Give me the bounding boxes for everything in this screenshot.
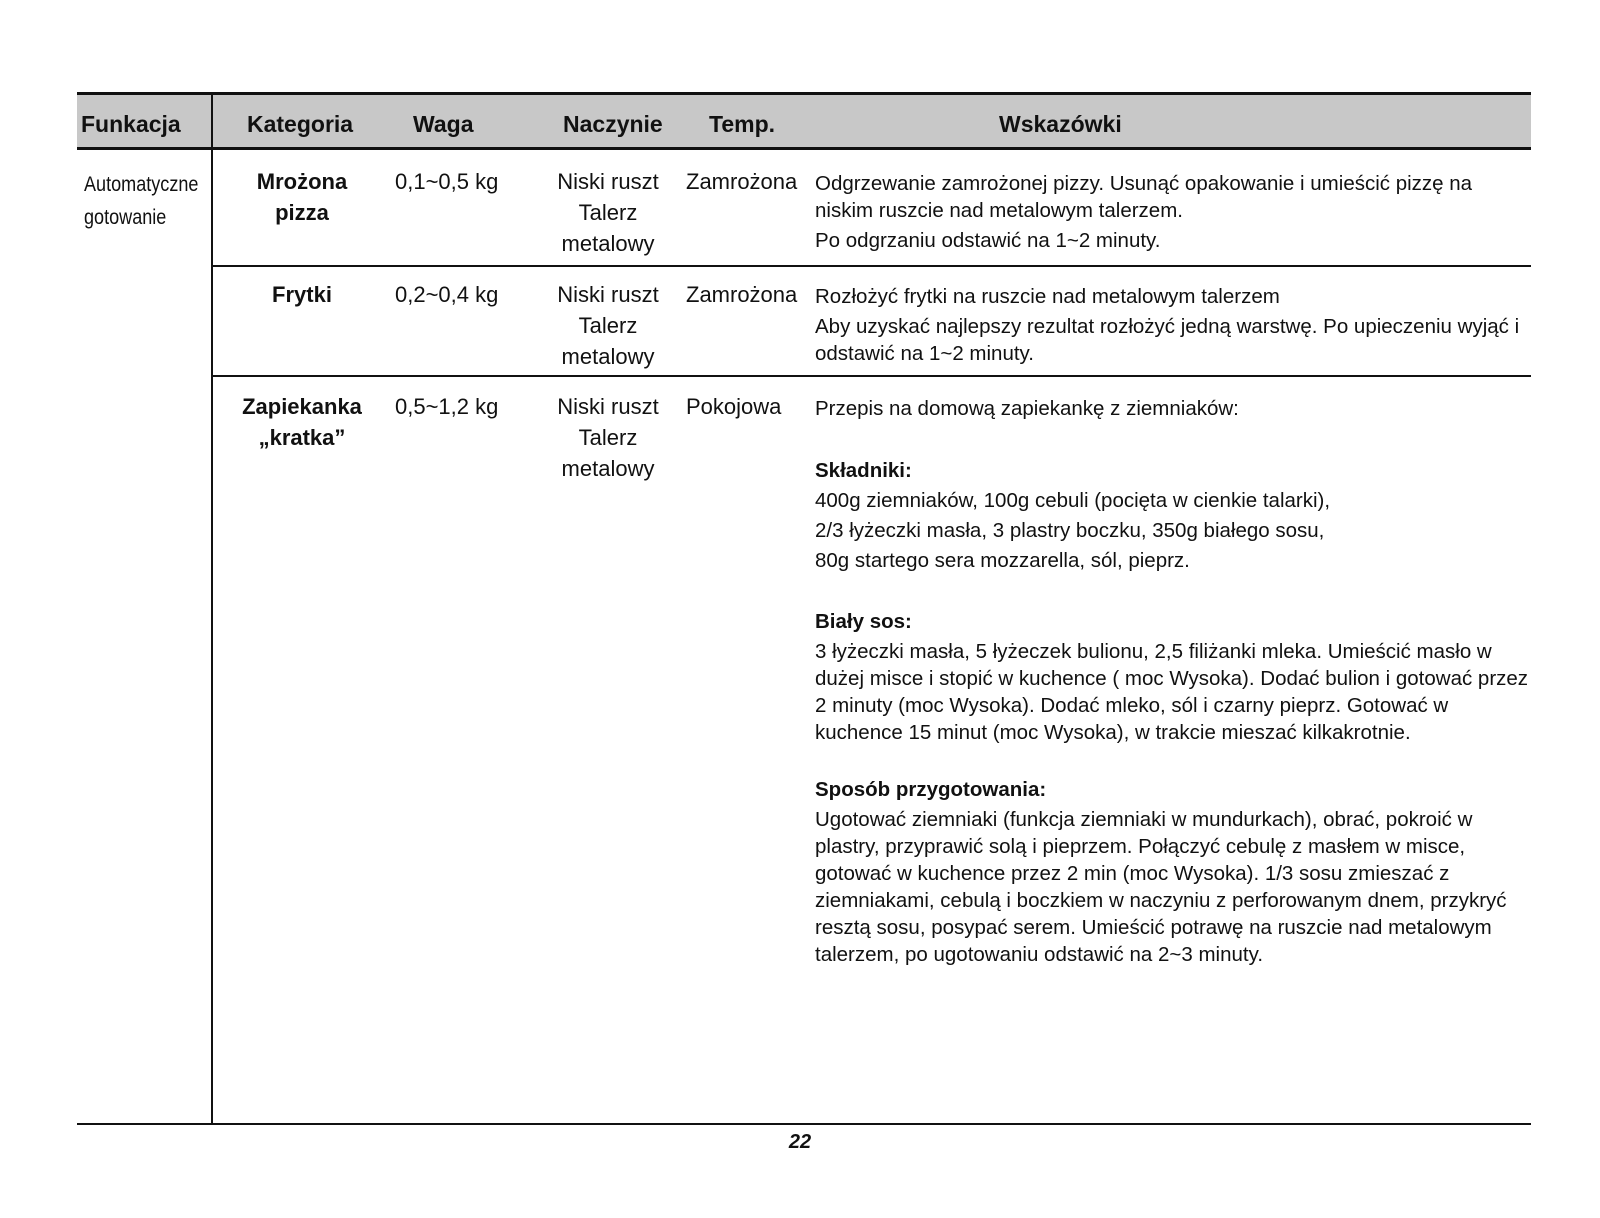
row1-tips	[815, 170, 1535, 254]
row1-weight: 0,1~0,5 kg	[395, 169, 499, 194]
row2-dish-line-2: Talerz	[578, 313, 638, 338]
row3-category	[212, 391, 392, 453]
header-kategoria: Kategoria	[247, 111, 354, 137]
row3-tips	[815, 395, 1535, 968]
page-number: 22	[788, 1131, 812, 1153]
row3-dish	[533, 391, 683, 484]
sauce-heading: Biały sos:	[815, 610, 912, 633]
row-divider-2	[213, 375, 1531, 377]
header-wskazowki: Wskazówki	[999, 111, 1122, 137]
header-funkcja: Funkacja	[81, 111, 181, 137]
ingredients-line-1: 400g ziemniaków, 100g cebuli (pocięta w cienkie talarki),	[815, 489, 1331, 512]
row3-category-line-2: „kratka”	[258, 425, 346, 450]
row2-category	[212, 279, 392, 310]
table-header	[77, 92, 1531, 150]
row3-dish-line-2: Talerz	[578, 425, 638, 450]
row1-category-line-2: pizza	[275, 200, 329, 225]
row2-dish	[533, 279, 683, 372]
table-bottom-rule	[77, 1123, 1531, 1125]
row1-temp: Zamrożona	[686, 169, 798, 194]
sauce-text: 3 łyżeczki masła, 5 łyżeczek bulionu, 2,5 filiżanki mleka. Umieścić masło w dużej misce i stopić w kuchence ( moc Wysoka). Dodać bulion i gotować przez 2 minuty (moc Wysoka). Dodać mleko, sól i czarny pieprz. Gotować w kuchence 15 minut (moc Wysoka), w trakcie mieszać kilkakrotnie.	[815, 640, 1529, 744]
row2-tip-2: Aby uzyskać najlepszy rezultat rozłożyć jedną warstwę. Po upieczeniu wyjąć i odstawić na 1~2 minuty.	[815, 315, 1520, 365]
row2-temp: Zamrożona	[686, 282, 798, 307]
row1-dish-line-3: metalowy	[561, 231, 655, 256]
row1-tip-2: Po odgrzaniu odstawić na 1~2 minuty.	[815, 229, 1161, 252]
row2-category-line-1: Frytki	[272, 282, 332, 307]
row1-dish	[533, 166, 683, 259]
row1-dish-line-2: Talerz	[578, 200, 638, 225]
row2-tips	[815, 283, 1535, 367]
row1-category-line-1: Mrożona	[256, 169, 348, 194]
row2-dish-line-3: metalowy	[561, 344, 655, 369]
row-divider-1	[213, 265, 1531, 267]
row3-category-line-1: Zapiekanka	[242, 394, 362, 419]
function-line-2: gotowanie	[84, 206, 167, 229]
header-temp: Temp.	[709, 111, 776, 137]
row1-dish-line-1: Niski ruszt	[557, 169, 659, 194]
row3-temp: Pokojowa	[686, 394, 782, 419]
column-divider	[211, 92, 213, 1123]
row3-dish-line-3: metalowy	[561, 456, 655, 481]
row3-dish-line-1: Niski ruszt	[557, 394, 659, 419]
method-heading: Sposób przygotowania:	[815, 778, 1047, 801]
method-text: Ugotować ziemniaki (funkcja ziemniaki w mundurkach), obrać, pokroić w plastry, przyprawić solą i pieprzem. Połączyć cebulę z masłem w misce, gotować w kuchence przez 2 min (moc Wysoka). 1/3 sosu zmieszać z ziemniakami, cebulą i boczkiem w naczyniu z perforowanym dnem, przykryć resztą sosu, posypać serem. Umieścić potrawę na ruszcie nad metalowym talerzem, po ugotowaniu odstawić na 2~3 minuty.	[815, 808, 1507, 966]
header-naczynie: Naczynie	[563, 111, 663, 137]
row2-dish-line-1: Niski ruszt	[557, 282, 659, 307]
row2-weight: 0,2~0,4 kg	[395, 282, 499, 307]
function-line-1: Automatyczne	[84, 173, 199, 196]
recipe-intro: Przepis na domową zapiekankę z ziemniaków:	[815, 397, 1239, 420]
header-waga: Waga	[413, 111, 474, 137]
row3-weight: 0,5~1,2 kg	[395, 394, 499, 419]
ingredients-line-2: 2/3 łyżeczki masła, 3 plastry boczku, 350g białego sosu,	[815, 519, 1325, 542]
ingredients-line-3: 80g startego sera mozzarella, sól, pieprz.	[815, 549, 1190, 572]
ingredients-heading: Składniki:	[815, 459, 912, 482]
row2-tip-1: Rozłożyć frytki na ruszcie nad metalowym talerzem	[815, 285, 1280, 308]
row1-category	[212, 166, 392, 228]
row1-tip-1: Odgrzewanie zamrożonej pizzy. Usunąć opakowanie i umieścić pizzę na niskim ruszcie nad metalowym talerzem.	[815, 172, 1473, 222]
function-cell	[84, 168, 198, 234]
